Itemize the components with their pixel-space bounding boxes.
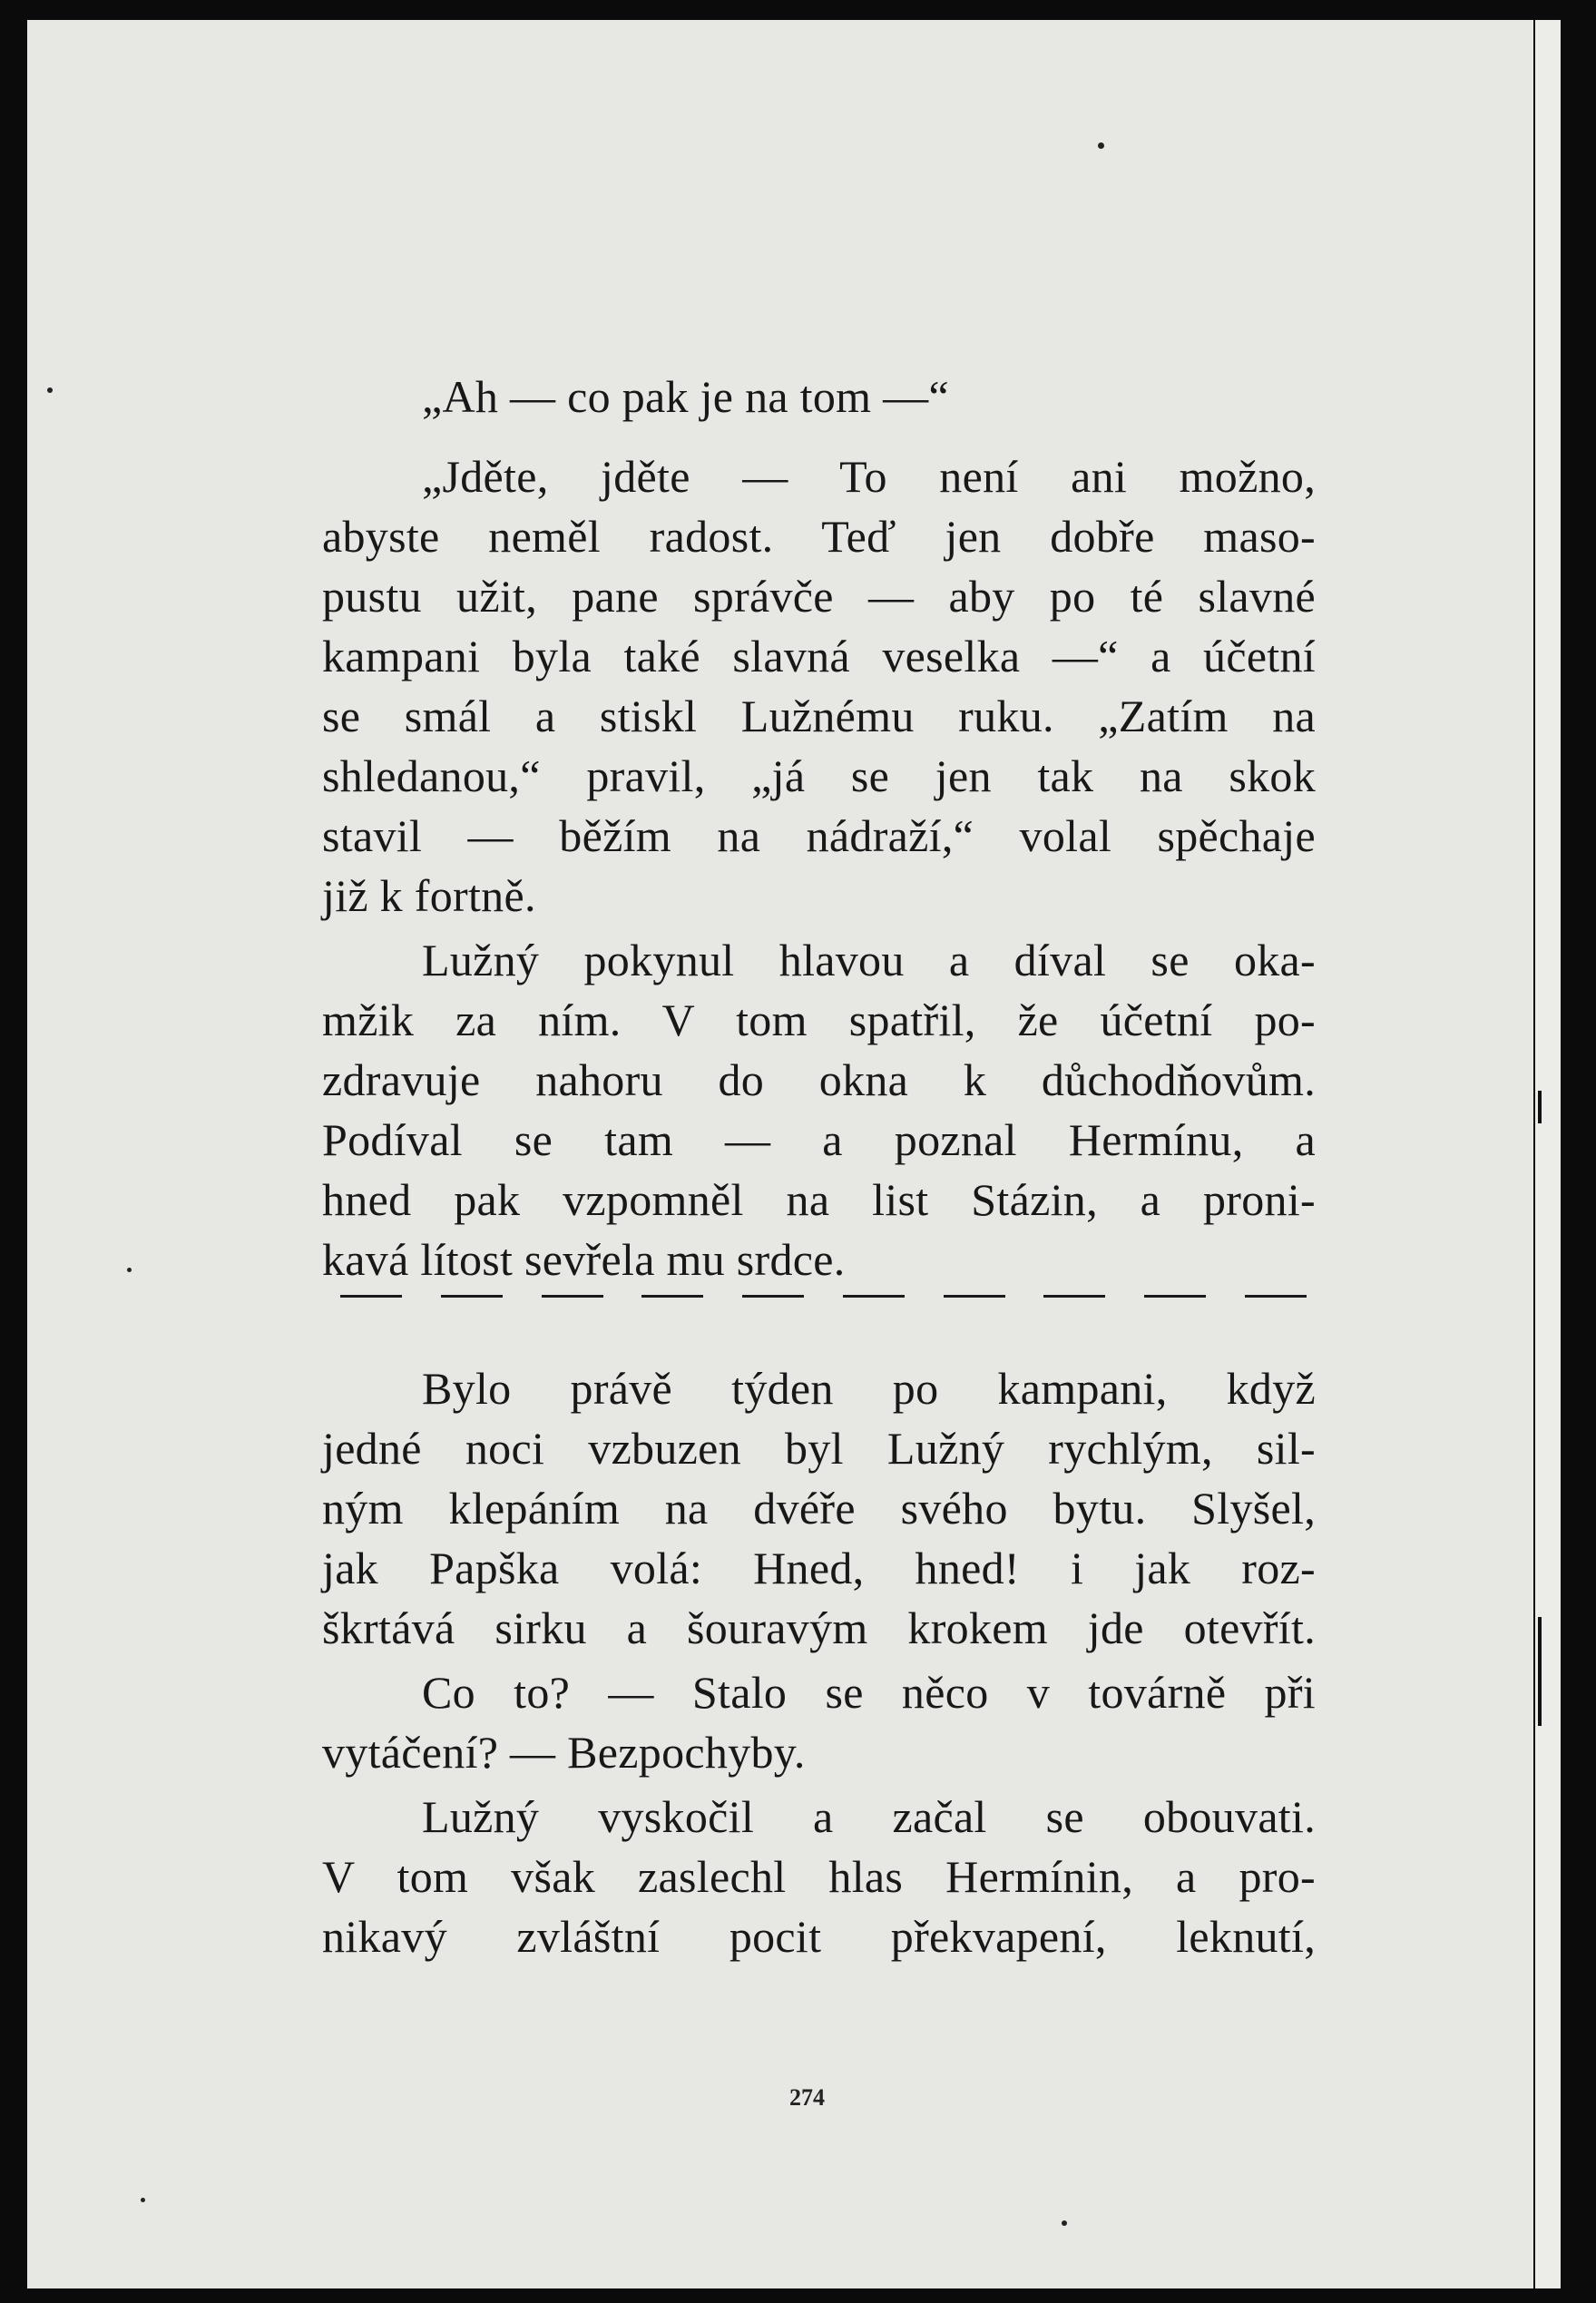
text-line: Podíval se tam — a poznal Hermínu, a — [322, 1114, 1316, 1165]
separator-dash — [441, 1295, 503, 1298]
text-line: nikavý zvláštní pocit překvapení, leknutí, — [322, 1911, 1316, 1962]
text-line: Lužný pokynul hlavou a díval se oka- — [422, 935, 1316, 985]
text-line: jedné noci vzbuzen byl Lužný rychlým, sil- — [322, 1423, 1316, 1474]
text-line: škrtává sirku a šouravým krokem jde otevřít. — [322, 1602, 1316, 1653]
separator-dash — [843, 1295, 905, 1298]
separator-dash — [1043, 1295, 1105, 1298]
text-line: již k fortně. — [322, 870, 536, 921]
text-line: mžik za ním. V tom spatřil, že účetní po- — [322, 995, 1316, 1045]
text-line: abyste neměl radost. Teď jen dobře maso- — [322, 511, 1316, 562]
section-separator — [340, 1295, 1307, 1298]
text-line: Co to? — Stalo se něco v továrně při — [422, 1667, 1316, 1718]
separator-dash — [944, 1295, 1005, 1298]
dust-speck — [1062, 2220, 1067, 2226]
separator-dash — [742, 1295, 804, 1298]
text-line: kavá lítost sevřela mu srdce. — [322, 1234, 846, 1285]
text-line: kampani byla také slavná veselka —“ a účetní — [322, 631, 1316, 681]
separator-dash — [542, 1295, 603, 1298]
text-line: pustu užit, pane správče — aby po té slavné — [322, 571, 1316, 622]
dust-speck — [1098, 142, 1104, 149]
separator-dash — [340, 1295, 402, 1298]
dust-speck — [47, 387, 53, 393]
text-line: „Ah — co pak je na tom —“ — [422, 371, 949, 422]
separator-dash — [1144, 1295, 1206, 1298]
text-line: jak Papška volá: Hned, hned! i jak roz- — [322, 1543, 1316, 1593]
text-line: stavil — běžím na nádraží,“ volal spěchaje — [322, 810, 1316, 861]
dust-speck — [141, 2198, 145, 2202]
separator-dash — [641, 1295, 703, 1298]
text-line: hned pak vzpomněl na list Stázin, a proni- — [322, 1174, 1316, 1225]
edge-mark — [1538, 1091, 1542, 1123]
text-line: „Jděte, jděte — To není ani možno, — [422, 451, 1316, 502]
text-line: shledanou,“ pravil, „já se jen tak na skok — [322, 750, 1316, 801]
edge-mark — [1538, 1617, 1542, 1726]
text-line: V tom však zaslechl hlas Hermínin, a pro- — [322, 1851, 1316, 1902]
text-line: zdravuje nahoru do okna k důchodňovům. — [322, 1054, 1316, 1105]
text-line: ným klepáním na dvéře svého bytu. Slyšel, — [322, 1483, 1316, 1534]
book-page — [27, 20, 1533, 2288]
adjacent-page-edge — [1535, 20, 1561, 2288]
dust-speck — [127, 1268, 132, 1272]
page-number: 274 — [789, 2084, 825, 2111]
text-line: Bylo právě týden po kampani, když — [422, 1363, 1316, 1414]
separator-dash — [1245, 1295, 1307, 1298]
text-line: Lužný vyskočil a začal se obouvati. — [422, 1791, 1316, 1842]
text-line: vytáčení? — Bezpochyby. — [322, 1727, 806, 1778]
text-line: se smál a stiskl Lužnému ruku. „Zatím na — [322, 691, 1316, 741]
